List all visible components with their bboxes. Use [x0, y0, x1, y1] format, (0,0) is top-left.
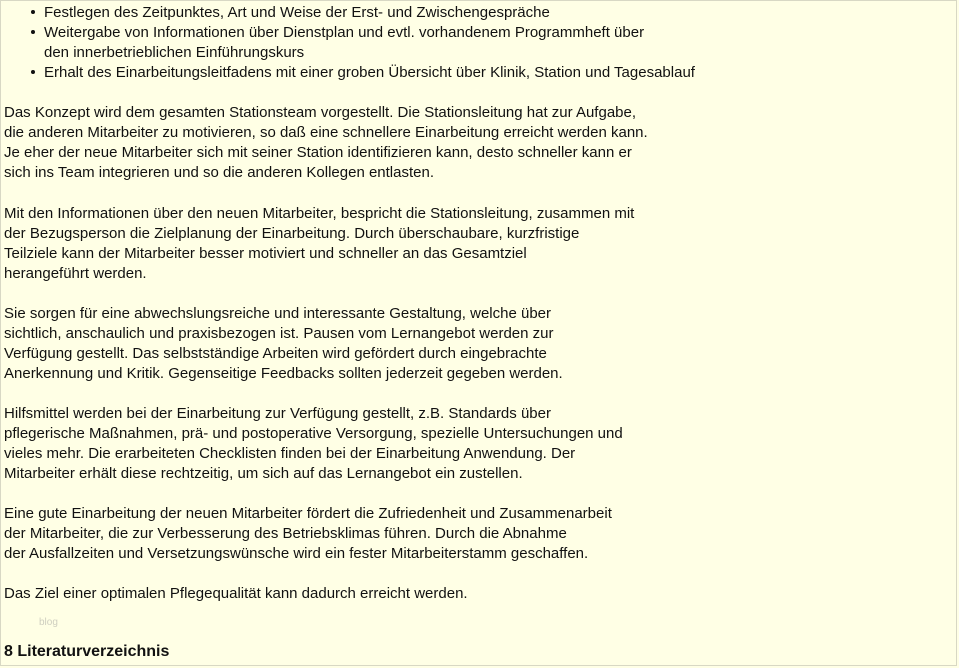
watermark-text: blog	[39, 617, 58, 628]
text-line: Das Konzept wird dem gesamten Stationsteam vorgestellt. Die Stationsleitung hat zur Aufgabe,	[4, 104, 637, 121]
paragraph-satisfaction	[4, 504, 612, 564]
text-line: vieles mehr. Die erarbeiteten Checklisten finden bei der Einarbeitung Anwendung. Der	[4, 445, 576, 462]
text-line: Mitarbeiter erhält diese rechtzeitig, um sich auf das Lernangebot ein zustellen.	[4, 465, 523, 482]
text-line: die anderen Mitarbeiter zu motivieren, so daß eine schnellere Einarbeitung erreicht werden kann.	[4, 124, 648, 141]
text-line: der Bezugsperson die Zielplanung der Einarbeitung. Durch überschaubare, kurzfristige	[4, 225, 580, 242]
text-line: herangeführt werden.	[4, 265, 147, 282]
paragraph-tools	[4, 404, 623, 484]
text-line: sichtlich, anschaulich und praxisbezogen ist. Pausen vom Lernangebot werden zur	[4, 325, 554, 342]
text-line: den innerbetrieblichen Einführungskurs	[44, 44, 305, 61]
text-line: Je eher der neue Mitarbeiter sich mit seiner Station identifizieren kann, desto schneller kann er	[4, 144, 632, 161]
text-line: der Ausfallzeiten und Versetzungswünsche wird ein fester Mitarbeiterstamm geschaffen.	[4, 545, 589, 562]
text-line: Eine gute Einarbeitung der neuen Mitarbeiter fördert die Zufriedenheit und Zusammenarbeit	[4, 505, 612, 522]
paragraph-concept	[4, 103, 648, 183]
text-line: Erhalt des Einarbeitungsleitfadens mit einer groben Übersicht über Klinik, Station und Tagesablauf	[44, 64, 695, 81]
paragraph-conclusion	[4, 584, 468, 604]
bullet-dot-icon	[31, 30, 35, 34]
text-line: Hilfsmittel werden bei der Einarbeitung zur Verfügung gestellt, z.B. Standards über	[4, 405, 551, 422]
paragraph-design	[4, 304, 563, 384]
text-line: Anerkennung und Kritik. Gegenseitige Feedbacks sollten jederzeit gegeben werden.	[4, 365, 563, 382]
bullet-list	[29, 3, 695, 83]
text-line: Weitergabe von Informationen über Dienstplan und evtl. vorhandenem Programmheft über	[44, 24, 645, 41]
text-line: sich ins Team integrieren und so die anderen Kollegen entlasten.	[4, 164, 435, 181]
bullet-dot-icon	[31, 70, 35, 74]
text-line: pflegerische Maßnahmen, prä- und postoperative Versorgung, spezielle Untersuchungen und	[4, 425, 623, 442]
section-heading: 8 Literaturverzeichnis	[4, 643, 170, 660]
text-line: Festlegen des Zeitpunktes, Art und Weise der Erst- und Zwischengespräche	[44, 4, 550, 21]
text-line: der Mitarbeiter, die zur Verbesserung des Betriebsklimas führen. Durch die Abnahme	[4, 525, 567, 542]
bullet-item	[29, 3, 695, 23]
bullet-dot-icon	[31, 10, 35, 14]
text-line: Teilziele kann der Mitarbeiter besser motiviert und schneller an das Gesamtziel	[4, 245, 527, 262]
text-line: Mit den Informationen über den neuen Mitarbeiter, bespricht die Stationsleitung, zusammen mit	[4, 205, 635, 222]
bullet-item	[29, 63, 695, 83]
text-line: Das Ziel einer optimalen Pflegequalität kann dadurch erreicht werden.	[4, 585, 468, 602]
bullet-item	[29, 23, 695, 63]
paragraph-goal-planning	[4, 204, 634, 284]
text-line: Verfügung gestellt. Das selbstständige Arbeiten wird gefördert durch eingebrachte	[4, 345, 547, 362]
text-line: Sie sorgen für eine abwechslungsreiche und interessante Gestaltung, welche über	[4, 305, 552, 322]
